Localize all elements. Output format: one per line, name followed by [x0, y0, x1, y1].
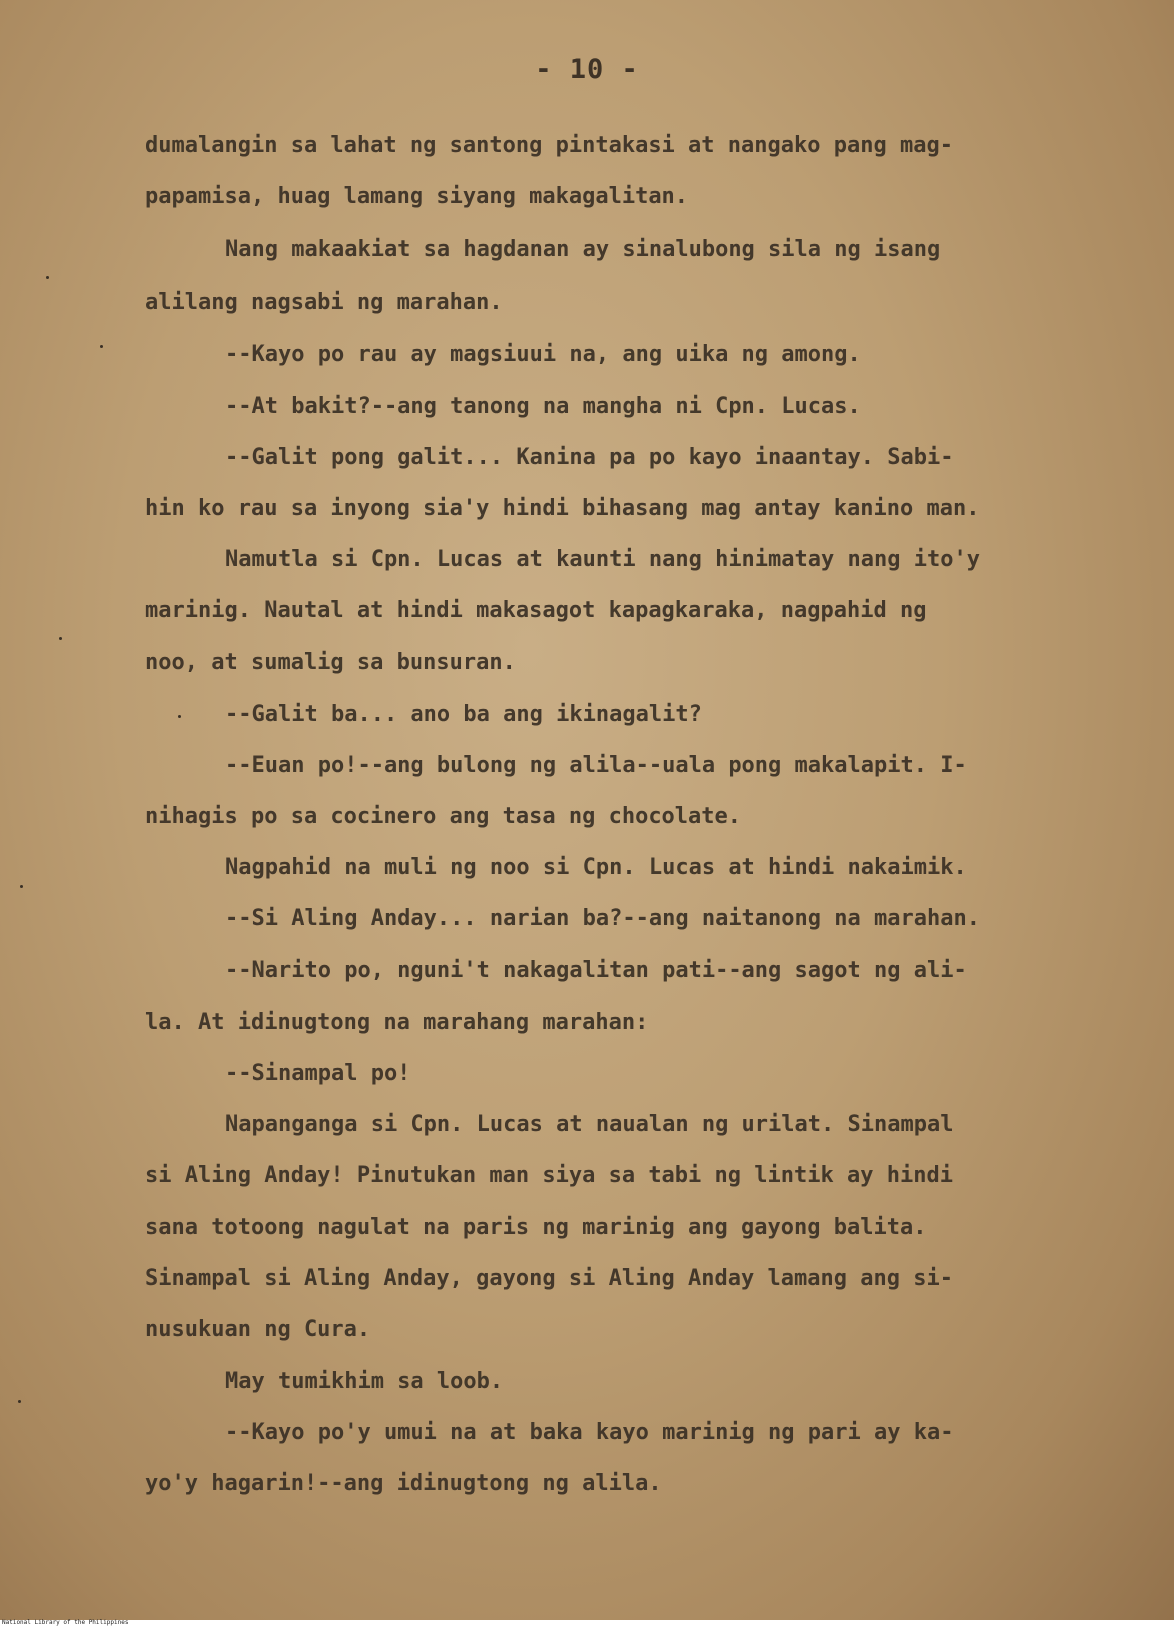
text-line: Napanganga si Cpn. Lucas at naualan ng urilat. Sinampal — [225, 1112, 954, 1137]
text-line: Sinampal si Aling Anday, gayong si Aling Anday lamang ang si- — [145, 1266, 953, 1291]
text-line: nihagis po sa cocinero ang tasa ng chocolate. — [145, 804, 742, 829]
text-line: --Euan po!--ang bulong ng alila--uala pong makalapit. I- — [225, 753, 967, 778]
footer-credit: National Library of the Philippines — [2, 1619, 129, 1626]
text-line: --Kayo po rau ay magsiuui na, ang uika ng among. — [225, 342, 861, 367]
text-line: si Aling Anday! Pinutukan man siya sa tabi ng lintik ay hindi — [145, 1163, 953, 1188]
paper-speck — [20, 885, 23, 888]
text-line: alilang nagsabi ng marahan. — [145, 290, 503, 315]
text-line: --Narito po, nguni't nakagalitan pati--ang sagot ng ali- — [225, 958, 967, 983]
text-line: dumalangin sa lahat ng santong pintakasi at nangako pang mag- — [145, 133, 953, 158]
paper-speck — [100, 345, 103, 348]
text-line: May tumikhim sa loob. — [225, 1369, 504, 1394]
text-line: noo, at sumalig sa bunsuran. — [145, 650, 516, 675]
text-line: nusukuan ng Cura. — [145, 1317, 371, 1342]
page-number: - 10 - — [535, 54, 639, 85]
text-line: --Si Aling Anday... narian ba?--ang naitanong na marahan. — [225, 906, 980, 931]
text-line: --Galit ba... ano ba ang ikinagalit? — [225, 702, 702, 727]
text-line: marinig. Nautal at hindi makasagot kapagkaraka, nagpahid ng — [145, 598, 927, 623]
text-line: la. At idinugtong na marahang marahan: — [145, 1010, 649, 1035]
paper-speck — [46, 276, 49, 279]
paper-speck — [178, 715, 181, 718]
text-line: hin ko rau sa inyong sia'y hindi bihasang mag antay kanino man. — [145, 496, 980, 521]
paper-speck — [59, 637, 62, 640]
footer — [0, 1620, 1174, 1628]
paper-speck — [18, 1400, 21, 1403]
text-line: sana totoong nagulat na paris ng marinig ang gayong balita. — [145, 1215, 927, 1240]
text-line: --At bakit?--ang tanong na mangha ni Cpn. Lucas. — [225, 394, 861, 419]
text-line: Nang makaakiat sa hagdanan ay sinalubong sila ng isang — [225, 237, 941, 262]
text-line: yo'y hagarin!--ang idinugtong ng alila. — [145, 1471, 662, 1496]
text-line: --Galit pong galit... Kanina pa po kayo inaantay. Sabi- — [225, 445, 954, 470]
text-line: Namutla si Cpn. Lucas at kaunti nang hinimatay nang ito'y — [225, 547, 980, 572]
text-line: Nagpahid na muli ng noo si Cpn. Lucas at hindi nakaimik. — [225, 855, 967, 880]
text-line: --Kayo po'y umui na at baka kayo marinig ng pari ay ka- — [225, 1420, 954, 1445]
text-line: papamisa, huag lamang siyang makagalitan. — [145, 184, 689, 209]
text-line: --Sinampal po! — [225, 1061, 411, 1086]
